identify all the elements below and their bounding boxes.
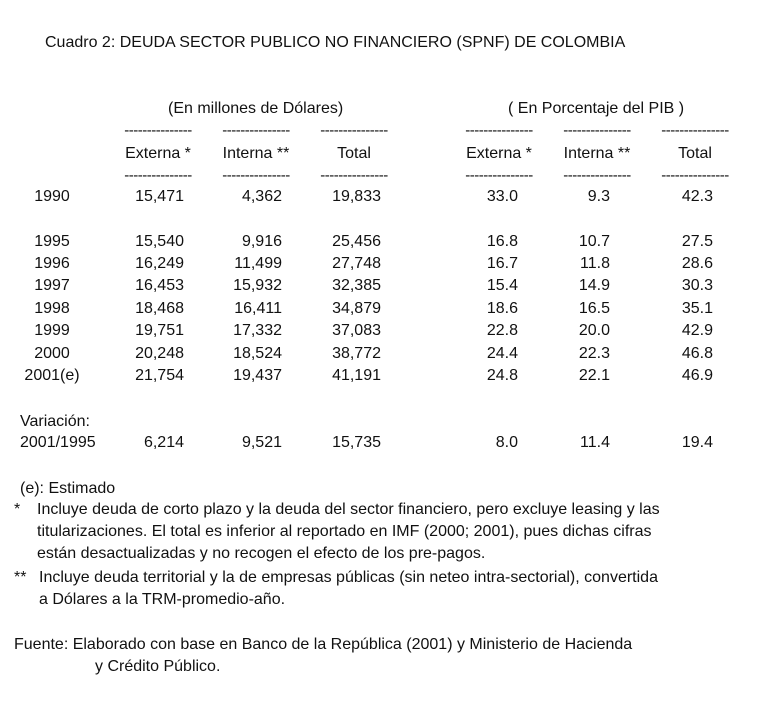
- col-header-total-pib: Total: [678, 145, 712, 162]
- variation-cell: 8.0: [495, 434, 518, 451]
- variation-label: Variación:: [20, 413, 90, 430]
- table-cell: 4,362: [241, 188, 282, 205]
- note-1-line-1: Incluye deuda de corto plazo y la deuda del sector financiero, pero excluye leasing y las: [37, 501, 660, 518]
- table-cell: 35.1: [681, 300, 713, 317]
- table-cell: 9.3: [587, 188, 610, 205]
- table-cell: 20.0: [578, 322, 610, 339]
- table-cell: 24.4: [486, 345, 518, 362]
- rule-top-2: ---------------: [222, 124, 290, 138]
- rule-bottom-6: ---------------: [661, 169, 729, 183]
- table-cell: 14.9: [578, 277, 610, 294]
- row-year: 2001(e): [24, 367, 80, 384]
- table-cell: 30.3: [681, 277, 713, 294]
- table-cell: 15,471: [135, 188, 184, 205]
- note-1-line-3: están desactualizadas y no recogen el efecto de los pre-pagos.: [37, 545, 486, 562]
- rule-top-3: ---------------: [320, 124, 388, 138]
- table-cell: 17,332: [233, 322, 282, 339]
- row-year: 1990: [34, 188, 70, 205]
- table-cell: 19,751: [135, 322, 184, 339]
- table-cell: 42.9: [681, 322, 713, 339]
- note-2-mark: **: [14, 569, 27, 586]
- table-title: Cuadro 2: DEUDA SECTOR PUBLICO NO FINANCIERO (SPNF) DE COLOMBIA: [45, 34, 626, 51]
- table-cell: 15.4: [486, 277, 518, 294]
- rule-bottom-5: ---------------: [563, 169, 631, 183]
- table-cell: 19,833: [332, 188, 381, 205]
- variation-cell: 9,521: [241, 434, 282, 451]
- note-1-line-2: titularizaciones. El total es inferior al reportado en IMF (2000; 2001), pues dichas cifras: [37, 523, 652, 540]
- table-cell: 16.8: [486, 233, 518, 250]
- table-cell: 10.7: [578, 233, 610, 250]
- table-cell: 19,437: [233, 367, 282, 384]
- source-line-2: y Crédito Público.: [95, 658, 221, 675]
- table-cell: 15,932: [233, 277, 282, 294]
- variation-cell: 19.4: [681, 434, 713, 451]
- table-cell: 22.1: [578, 367, 610, 384]
- group-header-usd: (En millones de Dólares): [168, 100, 344, 117]
- table-cell: 37,083: [332, 322, 381, 339]
- group-header-pib: ( En Porcentaje del PIB ): [508, 100, 685, 117]
- table-cell: 46.9: [681, 367, 713, 384]
- col-header-interna-pib: Interna **: [563, 145, 631, 162]
- table-cell: 11,499: [234, 255, 282, 272]
- table-cell: 25,456: [332, 233, 381, 250]
- rule-top-6: ---------------: [661, 124, 729, 138]
- table-cell: 22.3: [578, 345, 610, 362]
- rule-bottom-4: ---------------: [465, 169, 533, 183]
- col-header-externa-usd: Externa *: [125, 145, 191, 162]
- row-year: 1997: [34, 277, 70, 294]
- table-cell: 34,879: [332, 300, 381, 317]
- variation-cell: 6,214: [143, 434, 184, 451]
- rule-top-4: ---------------: [465, 124, 533, 138]
- table-cell: 16,411: [234, 300, 282, 317]
- rule-bottom-2: ---------------: [222, 169, 290, 183]
- row-year: 1998: [34, 300, 70, 317]
- table-cell: 42.3: [681, 188, 713, 205]
- col-header-total-usd: Total: [337, 145, 371, 162]
- table-cell: 33.0: [486, 188, 518, 205]
- table-cell: 15,540: [135, 233, 184, 250]
- table-cell: 18,468: [135, 300, 184, 317]
- note-1-mark: *: [14, 501, 21, 518]
- table-cell: 18.6: [486, 300, 518, 317]
- row-year: 1996: [34, 255, 70, 272]
- table-cell: 16.5: [578, 300, 610, 317]
- note-estimado: (e): Estimado: [20, 480, 116, 497]
- row-year: 1999: [34, 322, 70, 339]
- table-cell: 16,453: [135, 277, 184, 294]
- rule-bottom-1: ---------------: [124, 169, 192, 183]
- col-header-externa-pib: Externa *: [466, 145, 532, 162]
- variation-cell: 11.4: [580, 434, 610, 451]
- table-cell: 27,748: [332, 255, 381, 272]
- table-cell: 22.8: [486, 322, 518, 339]
- table-cell: 16,249: [135, 255, 184, 272]
- note-2-line-2: a Dólares a la TRM-promedio-año.: [39, 591, 286, 608]
- note-2-line-1: Incluye deuda territorial y la de empresas públicas (sin neteo intra-sectorial), convertida: [39, 569, 658, 586]
- table-cell: 38,772: [332, 345, 381, 362]
- table-cell: 46.8: [681, 345, 713, 362]
- table-cell: 9,916: [241, 233, 282, 250]
- row-year: 2000: [34, 345, 70, 362]
- table-cell: 20,248: [135, 345, 184, 362]
- table-cell: 24.8: [486, 367, 518, 384]
- variation-cell: 15,735: [332, 434, 381, 451]
- rule-top-5: ---------------: [563, 124, 631, 138]
- variation-period: 2001/1995: [20, 434, 96, 451]
- table-cell: 18,524: [233, 345, 282, 362]
- rule-bottom-3: ---------------: [320, 169, 388, 183]
- table-cell: 27.5: [681, 233, 713, 250]
- table-cell: 28.6: [681, 255, 713, 272]
- table-cell: 32,385: [332, 277, 381, 294]
- table-cell: 41,191: [332, 367, 381, 384]
- table-cell: 16.7: [486, 255, 518, 272]
- table-cell: 21,754: [135, 367, 184, 384]
- col-header-interna-usd: Interna **: [222, 145, 290, 162]
- table-cell: 11.8: [580, 255, 610, 272]
- row-year: 1995: [34, 233, 70, 250]
- source-line-1: Fuente: Elaborado con base en Banco de la República (2001) y Ministerio de Hacienda: [14, 636, 633, 653]
- rule-top-1: ---------------: [124, 124, 192, 138]
